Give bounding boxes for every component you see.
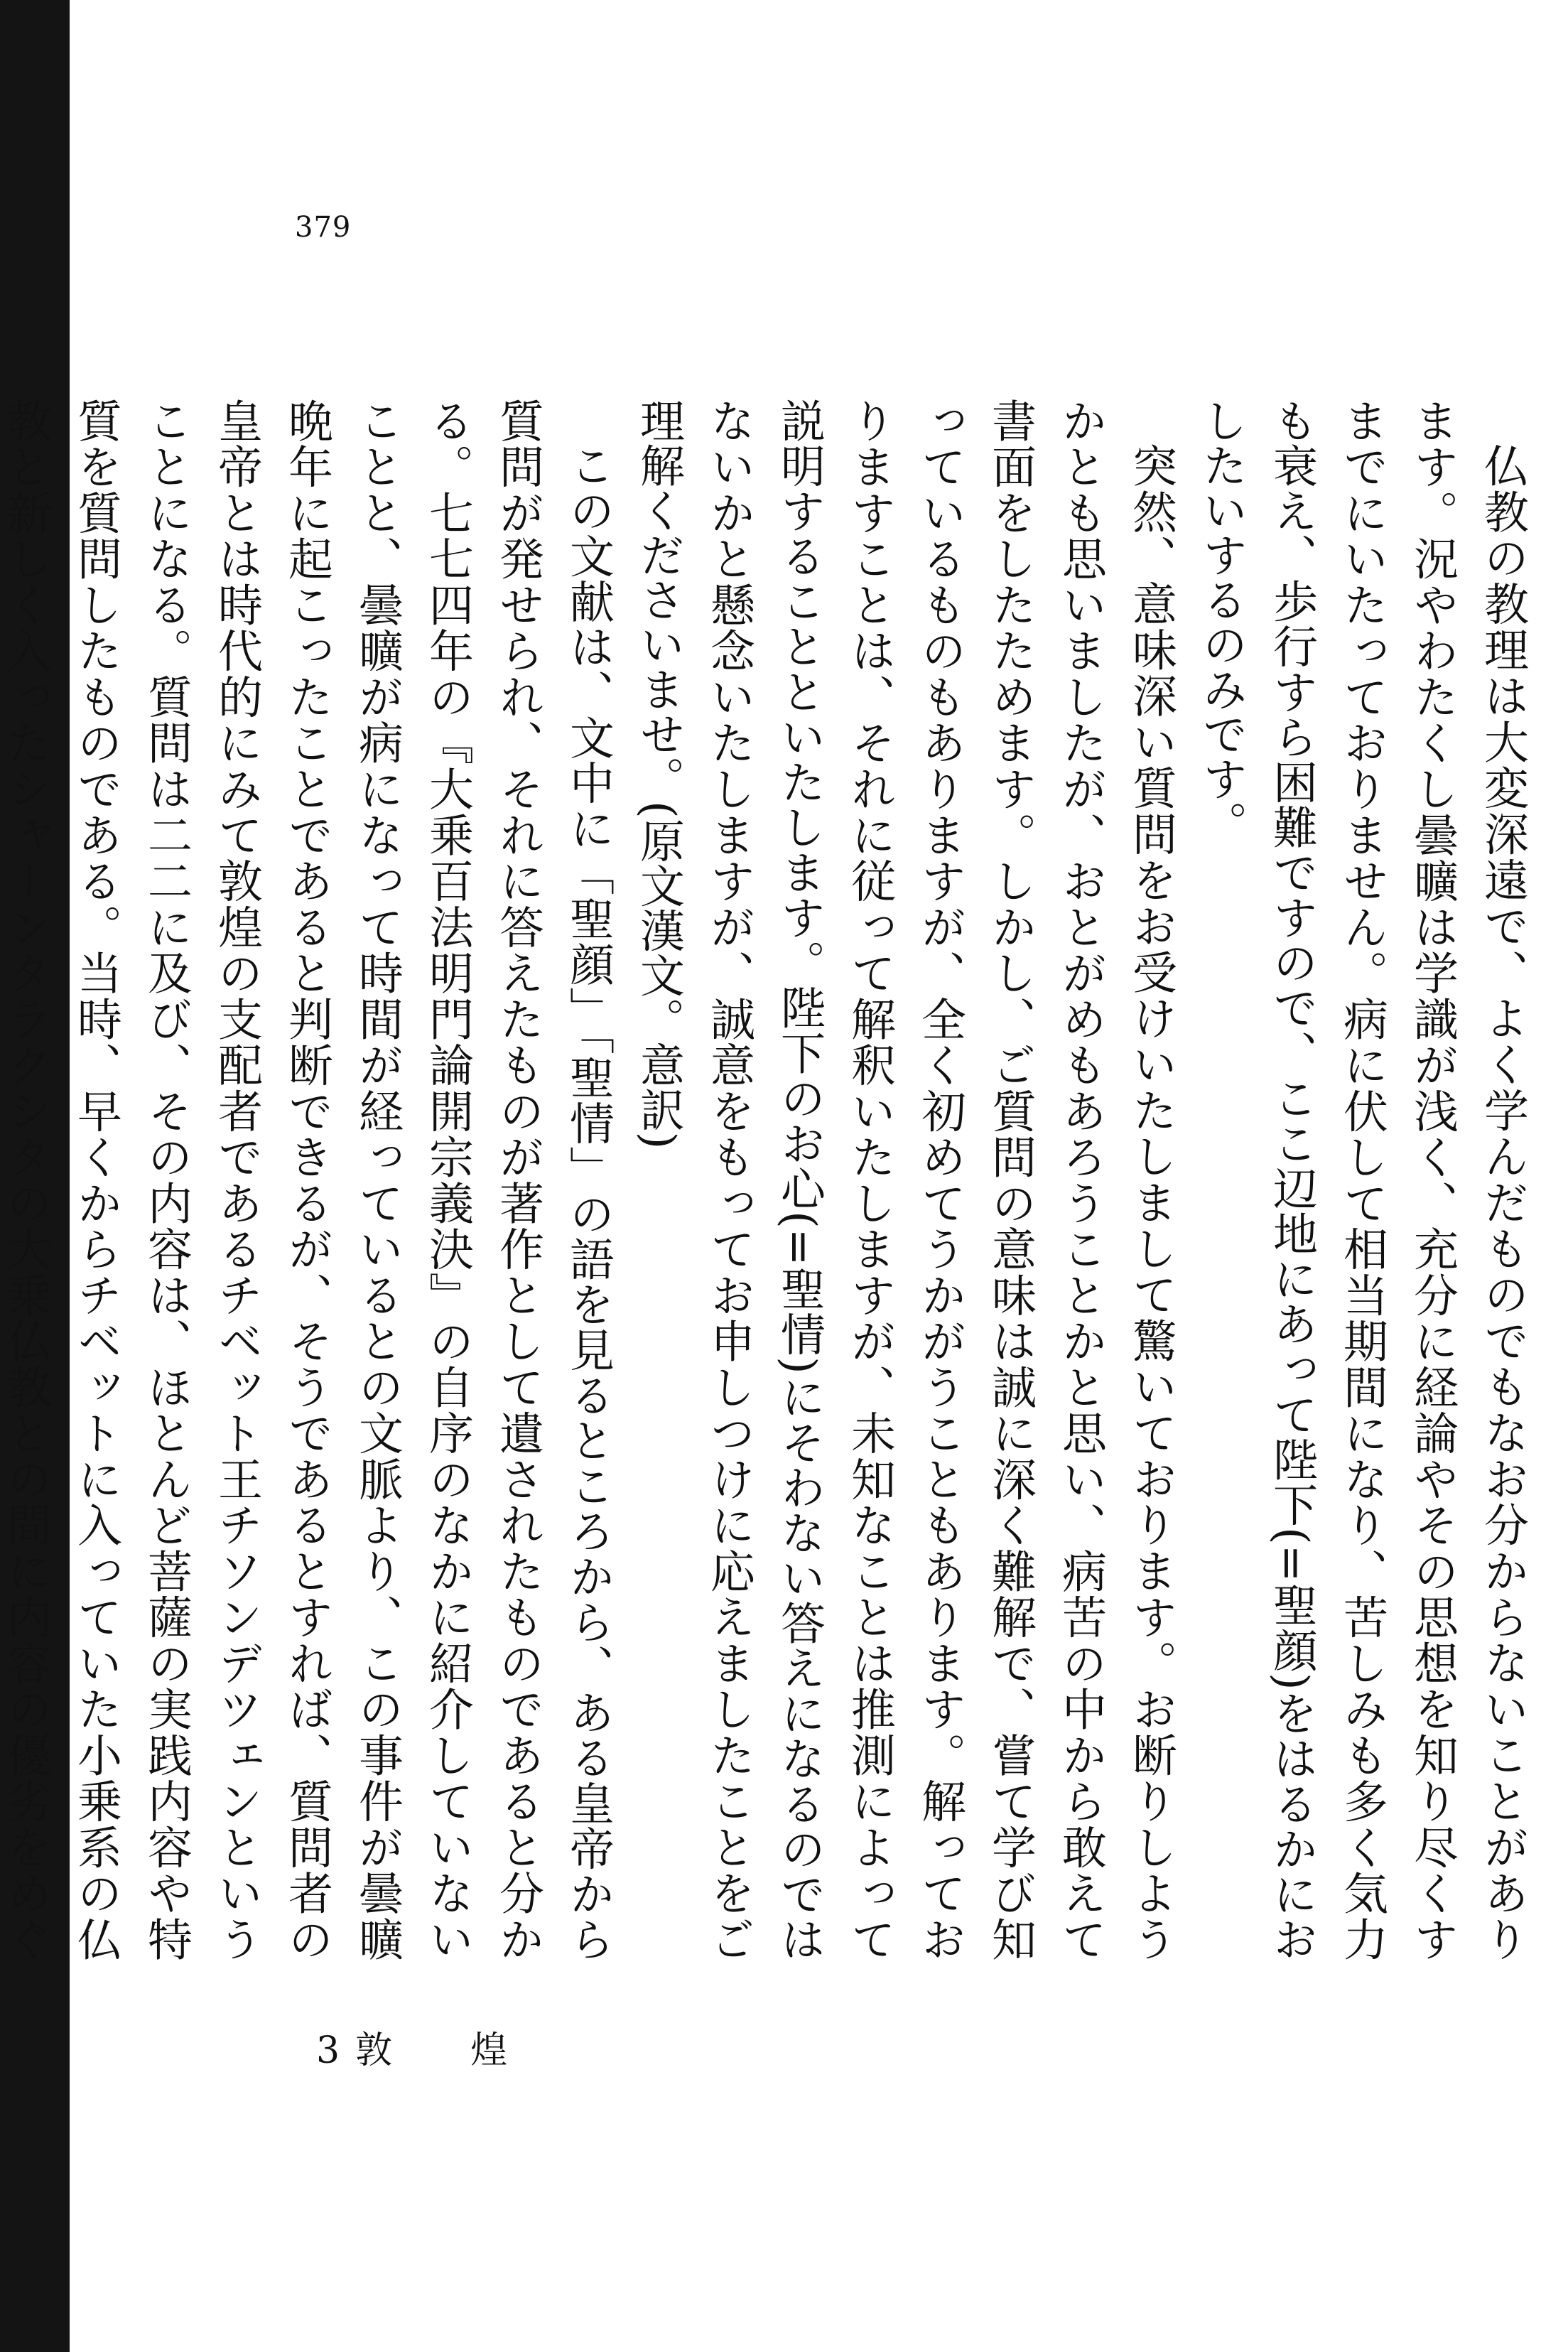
page-number: 379 (295, 211, 352, 244)
chapter-title-char-2: 煌 (470, 2029, 508, 2072)
running-footer (316, 2029, 508, 2072)
quote-paragraph-2: 突然、意味深い質問をお受けいたしまして驚いております。お断りしようかとも思いましたが、おとがめもあろうことかと思い、病苦の中から敢えて書面をしたためます。しかし、ご質問の意味は誠に深く難解で、嘗て学び知っているものもありますが、全く初めてうかがうこともあります。解っておりますことは、それに従って解釈いたしますが、未知なことは推測によって説明することといたします。陛下のお心(=聖情)にそわない答えになるのではないかと懸念いたしますが、誠意をもってお申しつけに応えましたことをご理解くださいませ。(原文漢文。意訳) (633, 398, 1177, 1961)
body-text (0, 398, 1538, 1961)
chapter-title-char-1: 敦 (355, 2029, 393, 2072)
commentary-paragraph: この文献は、文中に「聖顔」「聖情」の語を見るところから、ある皇帝から質問が発せられ、それに答えたものが著作として遺されたものであると分かる。七七四年の『大乗百法明門論開宗義決』の自序のなかに紹介していないことと、曇曠が病になって時間が経っているとの文脈より、この事件が曇曠晩年に起こったことであると判断できるが、そうであるとすれば、質問者の皇帝とは時代的にみて敦煌の支配者であるチベット王チソンデツェンということになる。質問は二二に及び、その内容は、ほとんど菩薩の実践内容や特質を質問したものである。当時、早くからチベットに入っていた小乗系の仏教と新しく入ったシャーンタラクシタの大乗仏教との間に内容の優劣をめぐ (0, 398, 615, 1961)
quote-paragraph-1: 仏教の教理は大変深遠で、よく学んだものでもなお分からないことがあります。況やわたくし曇曠は学識が浅く、充分に経論やその思想を知り尽くすまでにいたっておりません。病に伏して相当期間になり、苦しみも多く気力も衰え、歩行すら困難ですので、ここ辺地にあって陛下(=聖顔)をはるかにおしたいするのみです。 (1196, 398, 1529, 1961)
chapter-number: 3 (316, 2029, 340, 2072)
